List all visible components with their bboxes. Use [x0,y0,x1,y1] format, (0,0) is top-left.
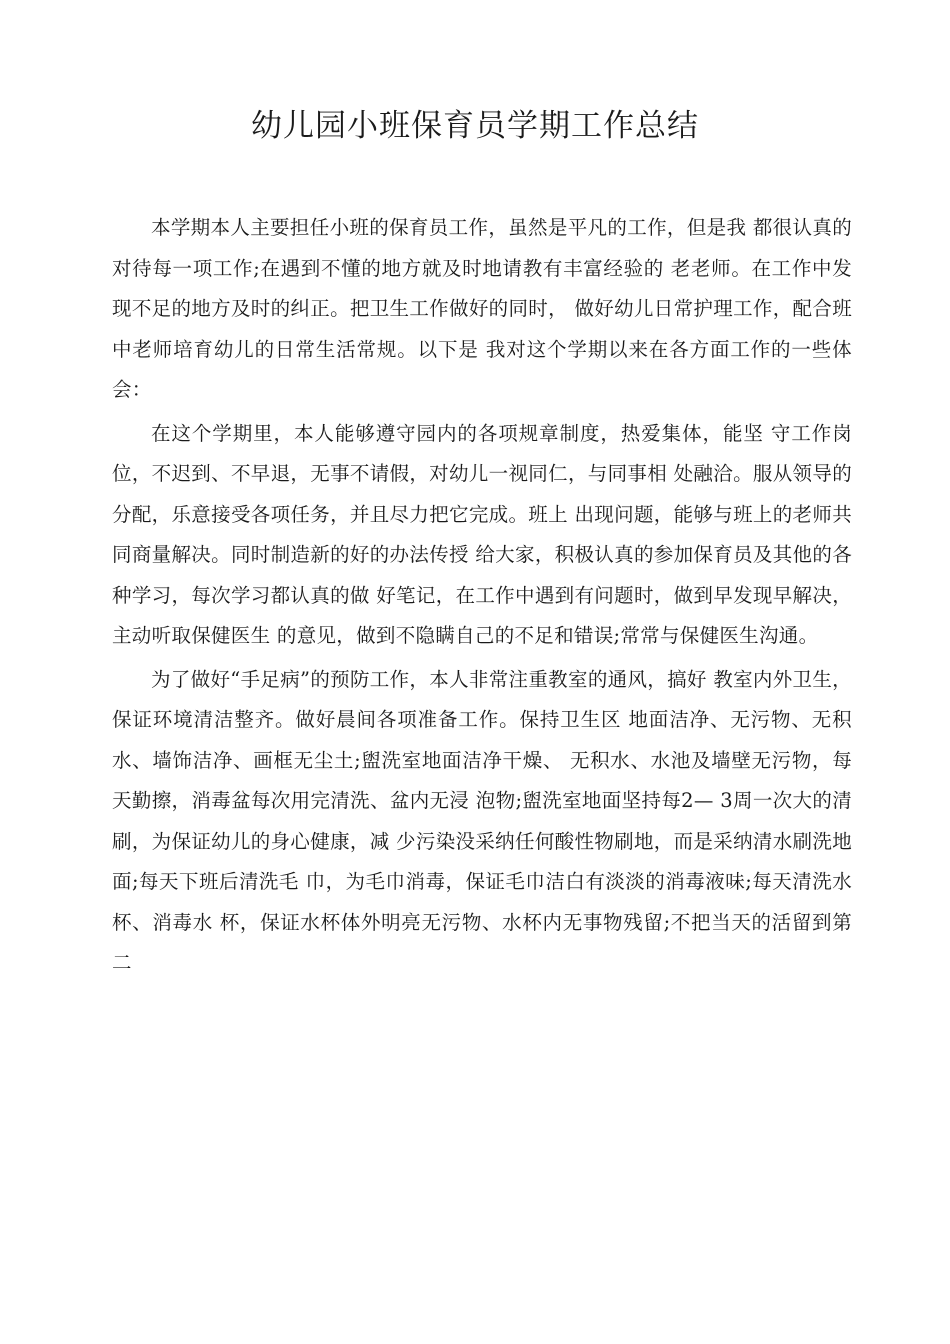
document-body [112,208,852,984]
paragraph-3: 为了做好“手足病”的预防工作，本人非常注重教室的通风，搞好 教室内外卫生，保证环境清洁整齐。做好晨间各项准备工作。保持卫生区 地面洁净、无污物、无积水、墙饰洁净、画框无尘土;盥洗室地面洁净干燥、 无积水、水池及墙壁无污物，每天勤擦，消毒盆每次用完清洗、盆内无浸 泡物;盥洗室地面坚持每2— 3周一次大的清刷，为保证幼儿的身心健康，减 少污染没采纳任何酸性物刷地，而是采纳清水刷洗地面;每天下班后清洗毛 巾，为毛巾消毒，保证毛巾洁白有淡淡的消毒液味;每天清洗水杯、消毒水 杯，保证水杯体外明亮无污物、水杯内无事物残留;不把当天的活留到第二 [112,667,852,974]
document-title: 幼儿园小班保育员学期工作总结 [251,108,699,144]
paragraph-1: 本学期本人主要担任小班的保育员工作，虽然是平凡的工作，但是我 都很认真的对待每一项工作;在遇到不懂的地方就及时地请教有丰富经验的 老老师。在工作中发现不足的地方及时的纠正。把卫生工作做好的同时， 做好幼儿日常护理工作，配合班中老师培育幼儿的日常生活常规。以下是 我对这个学期以来在各方面工作的一些体会： [112,216,852,401]
paragraph-2: 在这个学期里，本人能够遵守园内的各项规章制度，热爱集体，能坚 守工作岗位，不迟到、不早退，无事不请假，对幼儿一视同仁，与同事相 处融洽。服从领导的分配，乐意接受各项任务，并且尽力把它完成。班上 出现问题，能够与班上的老师共同商量解决。同时制造新的好的办法传授 给大家，积极认真的参加保育员及其他的各种学习，每次学习都认真的做 好笔记，在工作中遇到有问题时，做到早发现早解决，主动听取保健医生 的意见，做到不隐瞒自己的不足和错误;常常与保健医生沟通。 [112,421,852,647]
